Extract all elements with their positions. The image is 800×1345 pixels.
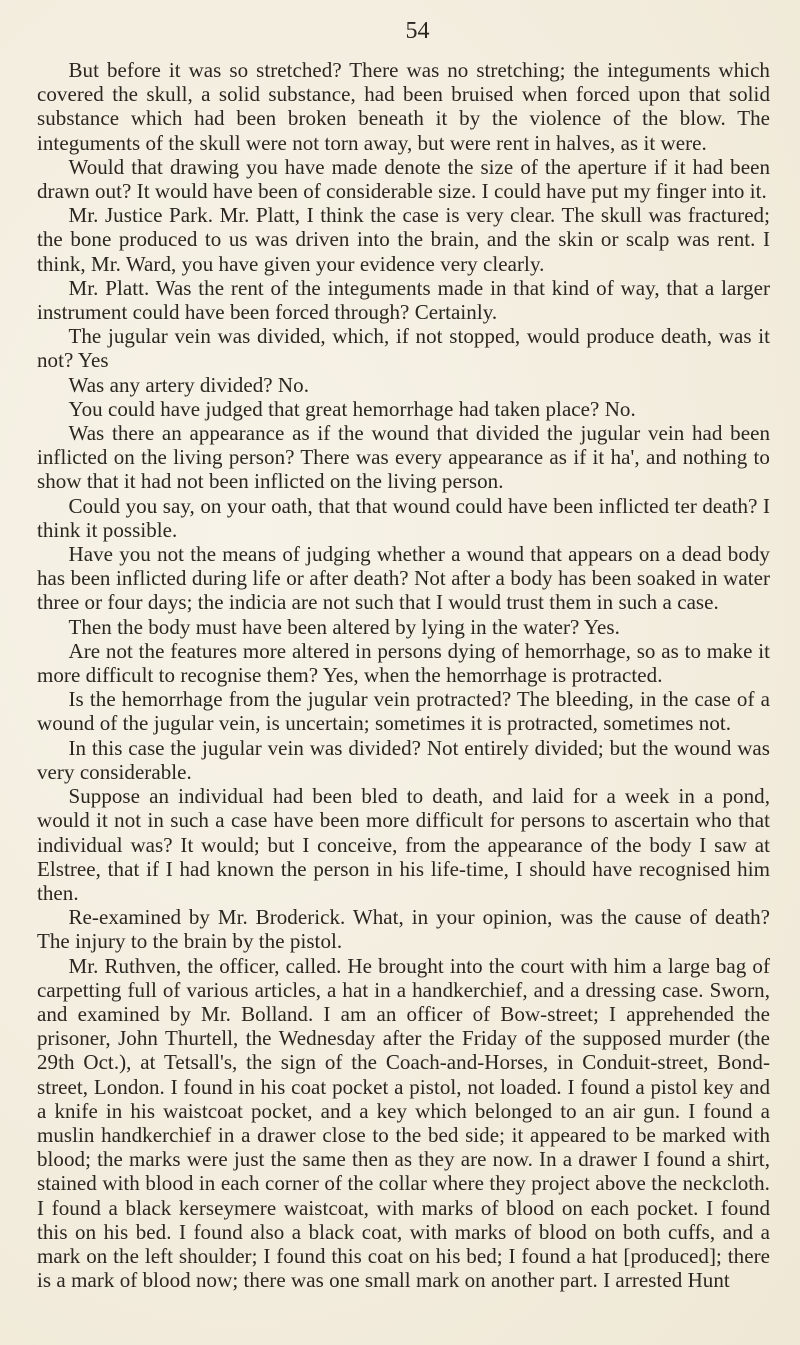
paragraph: Are not the features more altered in persons dying of hemorrhage, so as to make it more difficult to recognise them? Yes, when the hemorrhage is protracted.	[37, 638, 770, 688]
page-number: 54	[405, 18, 430, 44]
paragraph: But before it was so stretched? There was no stretching; the integuments which covered the skull, a solid substance, had been bruised when forced upon that solid substance which had been broken beneath it by the violence of the blow. The integuments of the skull were not torn away, but were rent in halves, as it were.	[37, 58, 770, 155]
paragraph: Would that drawing you have made denote the size of the aperture if it had been drawn out? It would have been of considerable size. I could have put my finger into it.	[37, 154, 770, 204]
paragraph: Is the hemorrhage from the jugular vein protracted? The bleeding, in the case of a wound of the jugular vein, is uncertain; sometimes it is protracted, sometimes not.	[37, 687, 770, 736]
paragraph: In this case the jugular vein was divided? Not entirely divided; but the wound was very considerable.	[37, 735, 770, 784]
paragraph: Then the body must have been altered by lying in the water? Yes.	[68, 614, 620, 639]
paragraph: Have you not the means of judging whether a wound that appears on a dead body has been inflicted during life or after death? Not after a body has been soaked in water three or four days; the indicia are not such that I would trust them in such a case.	[37, 542, 770, 615]
paragraph: Could you say, on your oath, that that wound could have been inflicted ter death? I think it possible.	[37, 493, 770, 542]
paragraph: Mr. Justice Park. Mr. Platt, I think the case is very clear. The skull was fractured; the bone produced to us was driven into the brain, and the skin or scalp was rent. I think, Mr. Ward, you have given your evidence very clearly.	[37, 203, 770, 276]
paragraph: Re-examined by Mr. Broderick. What, in your opinion, was the cause of death? The injury to the brain by the pistol.	[37, 905, 770, 954]
paragraph: The jugular vein was divided, which, if not stopped, would produce death, was it not? Yes	[37, 324, 770, 373]
paragraph: Mr. Platt. Was the rent of the integuments made in that kind of way, that a larger instrument could have been forced through? Certainly.	[37, 275, 770, 325]
paragraph: Was any artery divided? No.	[68, 372, 309, 397]
paragraph: You could have judged that great hemorrhage had taken place? No.	[68, 396, 636, 421]
paragraph: Was there an appearance as if the wound that divided the jugular vein had been inflicted on the living person? There was every appearance as if it ha', and nothing to show that it had not been inflicted on the living person.	[37, 421, 770, 494]
paragraph: Mr. Ruthven, the officer, called. He brought into the court with him a large bag of carpetting full of various articles, a hat in a handkerchief, and a dressing case. Sworn, and examined by Mr. Bolland. I am an officer of Bow-street; I apprehended the prisoner, John Thurtell, the Wednesday after the Friday of the supposed murder (the 29th Oct.), at Tetsall's, the sign of the Coach-and-Horses, in Conduit-street, Bond-street, London. I found in his coat pocket a pistol, not loaded. I found a pistol key and a knife in his waistcoat pocket, and a key which belonged to an air gun. I found a muslin handkerchief in a drawer close to the bed side; it appeared to be marked with blood; the marks were just the same then as they are now. In a drawer I found a shirt, stained with blood in each corner of the collar where they project above the neckcloth. I found a black kerseymere waistcoat, with marks of blood on each pocket. I found this on his bed. I found also a black coat, with marks of blood on both cuffs, and a mark on the left shoulder; I found this coat on his bed; I found a hat [produced]; there is a mark of blood now; there was one small mark on another part. I arrested Hunt	[37, 953, 770, 1293]
paragraph: Suppose an individual had been bled to death, and laid for a week in a pond, would it not in such a case have been more difficult for persons to ascertain who that individual was? It would; but I conceive, from the appearance of the body I saw at Elstree, that if I had known the person in his life-time, I should have recognised him then.	[37, 784, 770, 905]
